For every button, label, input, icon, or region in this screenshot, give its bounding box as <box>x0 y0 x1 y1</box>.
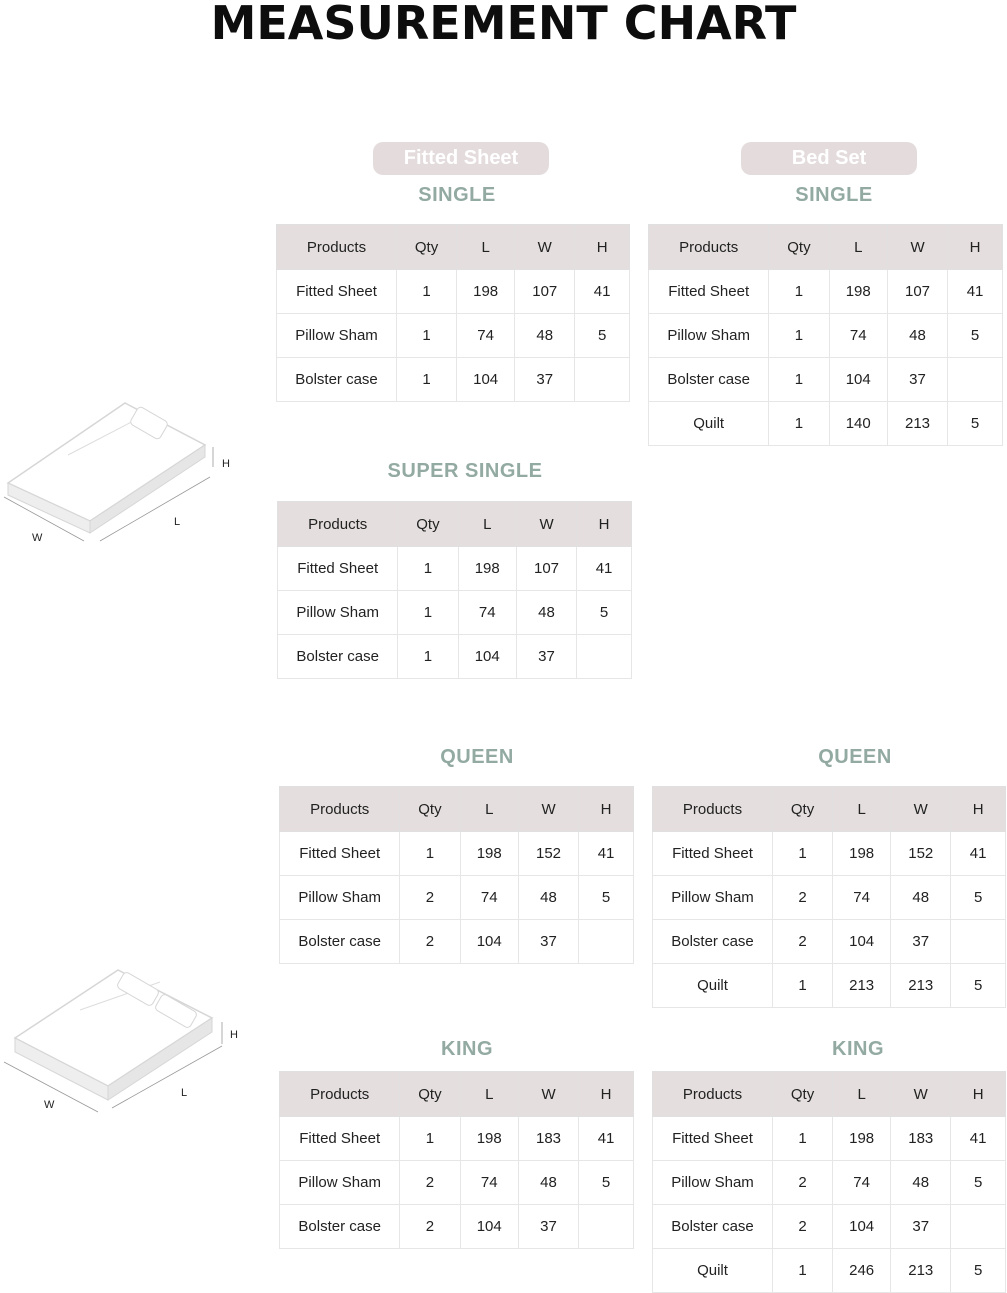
table-cell: 41 <box>579 832 634 876</box>
table-cell: 5 <box>951 876 1006 920</box>
column-header: W <box>891 787 951 832</box>
column-header: H <box>579 787 634 832</box>
table-row <box>277 358 630 402</box>
table-cell: 2 <box>400 1205 460 1249</box>
table-cell: 198 <box>829 270 887 314</box>
table-cell: 74 <box>833 876 891 920</box>
column-header: L <box>457 225 515 270</box>
table-cell: 37 <box>518 920 578 964</box>
table-cell: 1 <box>773 832 833 876</box>
table-cell: 1 <box>769 270 829 314</box>
table-row <box>653 1117 1006 1161</box>
table-cell: 246 <box>833 1249 891 1293</box>
bedset-queen-table <box>652 786 1006 1008</box>
column-header: W <box>887 225 947 270</box>
table-cell: 198 <box>457 270 515 314</box>
table-cell: 41 <box>951 832 1006 876</box>
fs-king-title: KING <box>441 1038 493 1060</box>
table-row <box>280 832 634 876</box>
table-cell: Fitted Sheet <box>653 832 773 876</box>
header-row <box>649 225 1003 270</box>
table-cell: Pillow Sham <box>277 314 397 358</box>
bs-single-title: SINGLE <box>795 184 873 206</box>
column-header: Qty <box>773 787 833 832</box>
table-cell: 104 <box>829 358 887 402</box>
table-cell: 48 <box>891 1161 951 1205</box>
table-cell: 213 <box>891 964 951 1008</box>
single-bed-diagram <box>0 395 250 550</box>
table-cell: 48 <box>518 876 578 920</box>
table-cell: 107 <box>515 270 575 314</box>
table-cell: Bolster case <box>278 635 398 679</box>
table-cell: Quilt <box>653 1249 773 1293</box>
width-label: W <box>32 532 43 544</box>
table-cell: Quilt <box>653 964 773 1008</box>
table-cell: 198 <box>833 832 891 876</box>
table-cell: Fitted Sheet <box>277 270 397 314</box>
column-header: Qty <box>398 502 458 547</box>
table-cell: 37 <box>887 358 947 402</box>
table-cell <box>579 920 634 964</box>
table-cell: 48 <box>887 314 947 358</box>
table-row <box>280 1117 634 1161</box>
column-header: L <box>829 225 887 270</box>
header-row <box>277 225 630 270</box>
table-row <box>653 1205 1006 1249</box>
table-cell: 5 <box>577 591 632 635</box>
table-cell: 1 <box>769 314 829 358</box>
column-header: H <box>575 225 630 270</box>
table-cell: 104 <box>833 1205 891 1249</box>
column-header: H <box>577 502 632 547</box>
table-cell: 1 <box>769 358 829 402</box>
table-cell: 213 <box>833 964 891 1008</box>
table-cell: 198 <box>460 832 518 876</box>
table-cell: 2 <box>773 920 833 964</box>
table-cell: 1 <box>400 832 460 876</box>
table-cell: 74 <box>460 1161 518 1205</box>
column-header: W <box>518 1072 578 1117</box>
table-cell: 104 <box>833 920 891 964</box>
table-cell: Pillow Sham <box>278 591 398 635</box>
fitted-sheet-pill: Fitted Sheet <box>373 142 549 175</box>
bedset-single-table <box>648 224 1003 446</box>
column-header: L <box>460 1072 518 1117</box>
table-row <box>653 964 1006 1008</box>
table-row <box>277 270 630 314</box>
table-row <box>649 402 1003 446</box>
table-cell: 104 <box>460 1205 518 1249</box>
table-cell: 5 <box>951 1249 1006 1293</box>
column-header: W <box>516 502 576 547</box>
header-row <box>280 787 634 832</box>
table-cell <box>951 920 1006 964</box>
table-row <box>280 1161 634 1205</box>
table-cell: Bolster case <box>649 358 769 402</box>
height-label: H <box>230 1029 238 1041</box>
header-row <box>280 1072 634 1117</box>
table-row <box>649 358 1003 402</box>
table-cell: 198 <box>458 547 516 591</box>
table-cell <box>579 1205 634 1249</box>
page-title: MEASUREMENT CHART <box>210 0 797 50</box>
column-header: H <box>579 1072 634 1117</box>
table-cell: Bolster case <box>280 1205 400 1249</box>
column-header: Products <box>280 1072 400 1117</box>
column-header: Products <box>653 1072 773 1117</box>
table-cell: 41 <box>951 1117 1006 1161</box>
fitted-super-single-table <box>277 501 632 679</box>
table-cell: 5 <box>579 1161 634 1205</box>
table-cell: 152 <box>891 832 951 876</box>
column-header: Products <box>277 225 397 270</box>
column-header: W <box>515 225 575 270</box>
table-cell: 1 <box>398 591 458 635</box>
table-cell: 183 <box>891 1117 951 1161</box>
table-cell: 41 <box>575 270 630 314</box>
fitted-queen-table <box>279 786 634 964</box>
table-cell: 41 <box>577 547 632 591</box>
table-cell: 37 <box>516 635 576 679</box>
table-row <box>653 1249 1006 1293</box>
length-label: L <box>174 516 181 528</box>
table-row <box>280 876 634 920</box>
header-row <box>653 787 1006 832</box>
table-cell: 1 <box>397 314 457 358</box>
bedset-king-table <box>652 1071 1006 1293</box>
table-cell: 107 <box>887 270 947 314</box>
table-cell: Pillow Sham <box>649 314 769 358</box>
table-cell: 74 <box>833 1161 891 1205</box>
table-cell: 5 <box>575 314 630 358</box>
bs-king-title: KING <box>832 1038 884 1060</box>
header-row <box>278 502 632 547</box>
table-cell: Fitted Sheet <box>278 547 398 591</box>
column-header: L <box>833 1072 891 1117</box>
table-cell: 213 <box>891 1249 951 1293</box>
column-header: Qty <box>773 1072 833 1117</box>
table-cell: 2 <box>773 1161 833 1205</box>
table-cell: Fitted Sheet <box>649 270 769 314</box>
table-cell: 37 <box>891 1205 951 1249</box>
table-cell: 41 <box>579 1117 634 1161</box>
table-cell: Fitted Sheet <box>280 1117 400 1161</box>
column-header: W <box>518 787 578 832</box>
column-header: L <box>833 787 891 832</box>
table-cell: 41 <box>948 270 1003 314</box>
table-cell: 2 <box>773 876 833 920</box>
header-row <box>653 1072 1006 1117</box>
table-cell: 2 <box>400 920 460 964</box>
table-cell: 1 <box>398 547 458 591</box>
column-header: Qty <box>400 1072 460 1117</box>
table-cell: 2 <box>400 1161 460 1205</box>
table-cell <box>577 635 632 679</box>
table-row <box>653 1161 1006 1205</box>
table-cell: 152 <box>518 832 578 876</box>
table-row <box>649 270 1003 314</box>
table-cell: 37 <box>515 358 575 402</box>
table-cell: Fitted Sheet <box>280 832 400 876</box>
table-cell: 104 <box>458 635 516 679</box>
table-cell: 1 <box>400 1117 460 1161</box>
column-header: L <box>458 502 516 547</box>
fs-super-single-title: SUPER SINGLE <box>387 460 543 482</box>
column-header: H <box>951 1072 1006 1117</box>
fs-single-title: SINGLE <box>418 184 496 206</box>
table-cell: Pillow Sham <box>653 876 773 920</box>
table-cell <box>575 358 630 402</box>
table-cell: Bolster case <box>280 920 400 964</box>
table-row <box>278 591 632 635</box>
table-cell: 104 <box>457 358 515 402</box>
width-label: W <box>44 1099 55 1111</box>
table-cell: Pillow Sham <box>280 876 400 920</box>
table-cell: 48 <box>891 876 951 920</box>
table-row <box>280 1205 634 1249</box>
column-header: H <box>951 787 1006 832</box>
table-cell: 104 <box>460 920 518 964</box>
table-cell: 74 <box>457 314 515 358</box>
table-cell: 1 <box>769 402 829 446</box>
table-cell: 1 <box>397 358 457 402</box>
table-row <box>280 920 634 964</box>
column-header: Products <box>653 787 773 832</box>
table-cell: 48 <box>518 1161 578 1205</box>
table-cell: 1 <box>397 270 457 314</box>
table-cell: 48 <box>515 314 575 358</box>
table-row <box>653 832 1006 876</box>
table-row <box>649 314 1003 358</box>
table-row <box>278 635 632 679</box>
table-cell <box>948 358 1003 402</box>
table-cell: 1 <box>398 635 458 679</box>
table-cell: 74 <box>460 876 518 920</box>
column-header: W <box>891 1072 951 1117</box>
table-row <box>653 920 1006 964</box>
table-cell: 213 <box>887 402 947 446</box>
table-cell: 198 <box>833 1117 891 1161</box>
table-cell: 140 <box>829 402 887 446</box>
table-cell: Pillow Sham <box>280 1161 400 1205</box>
bed-set-pill: Bed Set <box>741 142 917 175</box>
table-cell: 1 <box>773 1117 833 1161</box>
bs-queen-title: QUEEN <box>818 746 892 768</box>
column-header: Qty <box>769 225 829 270</box>
column-header: Qty <box>400 787 460 832</box>
table-cell: 5 <box>948 402 1003 446</box>
table-cell: Pillow Sham <box>653 1161 773 1205</box>
table-cell: Bolster case <box>277 358 397 402</box>
table-cell: 107 <box>516 547 576 591</box>
fitted-king-table <box>279 1071 634 1249</box>
table-cell: Bolster case <box>653 920 773 964</box>
column-header: Products <box>278 502 398 547</box>
table-cell: 74 <box>829 314 887 358</box>
table-cell: Bolster case <box>653 1205 773 1249</box>
table-cell: 48 <box>516 591 576 635</box>
column-header: Qty <box>397 225 457 270</box>
table-cell: 1 <box>773 964 833 1008</box>
table-cell: 5 <box>948 314 1003 358</box>
column-header: Products <box>280 787 400 832</box>
fs-queen-title: QUEEN <box>440 746 514 768</box>
column-header: Products <box>649 225 769 270</box>
double-bed-diagram <box>0 962 250 1117</box>
table-cell: 37 <box>891 920 951 964</box>
table-cell: 198 <box>460 1117 518 1161</box>
table-cell: 5 <box>951 964 1006 1008</box>
fitted-single-table <box>276 224 630 402</box>
table-row <box>278 547 632 591</box>
table-cell: 2 <box>400 876 460 920</box>
table-cell: 5 <box>951 1161 1006 1205</box>
table-cell: 74 <box>458 591 516 635</box>
height-label: H <box>222 458 230 470</box>
length-label: L <box>181 1087 188 1099</box>
table-cell: 2 <box>773 1205 833 1249</box>
table-cell: Fitted Sheet <box>653 1117 773 1161</box>
table-cell: 1 <box>773 1249 833 1293</box>
table-cell: 183 <box>518 1117 578 1161</box>
table-cell <box>951 1205 1006 1249</box>
table-row <box>277 314 630 358</box>
table-cell: Quilt <box>649 402 769 446</box>
table-cell: 5 <box>579 876 634 920</box>
table-row <box>653 876 1006 920</box>
column-header: H <box>948 225 1003 270</box>
table-cell: 37 <box>518 1205 578 1249</box>
column-header: L <box>460 787 518 832</box>
